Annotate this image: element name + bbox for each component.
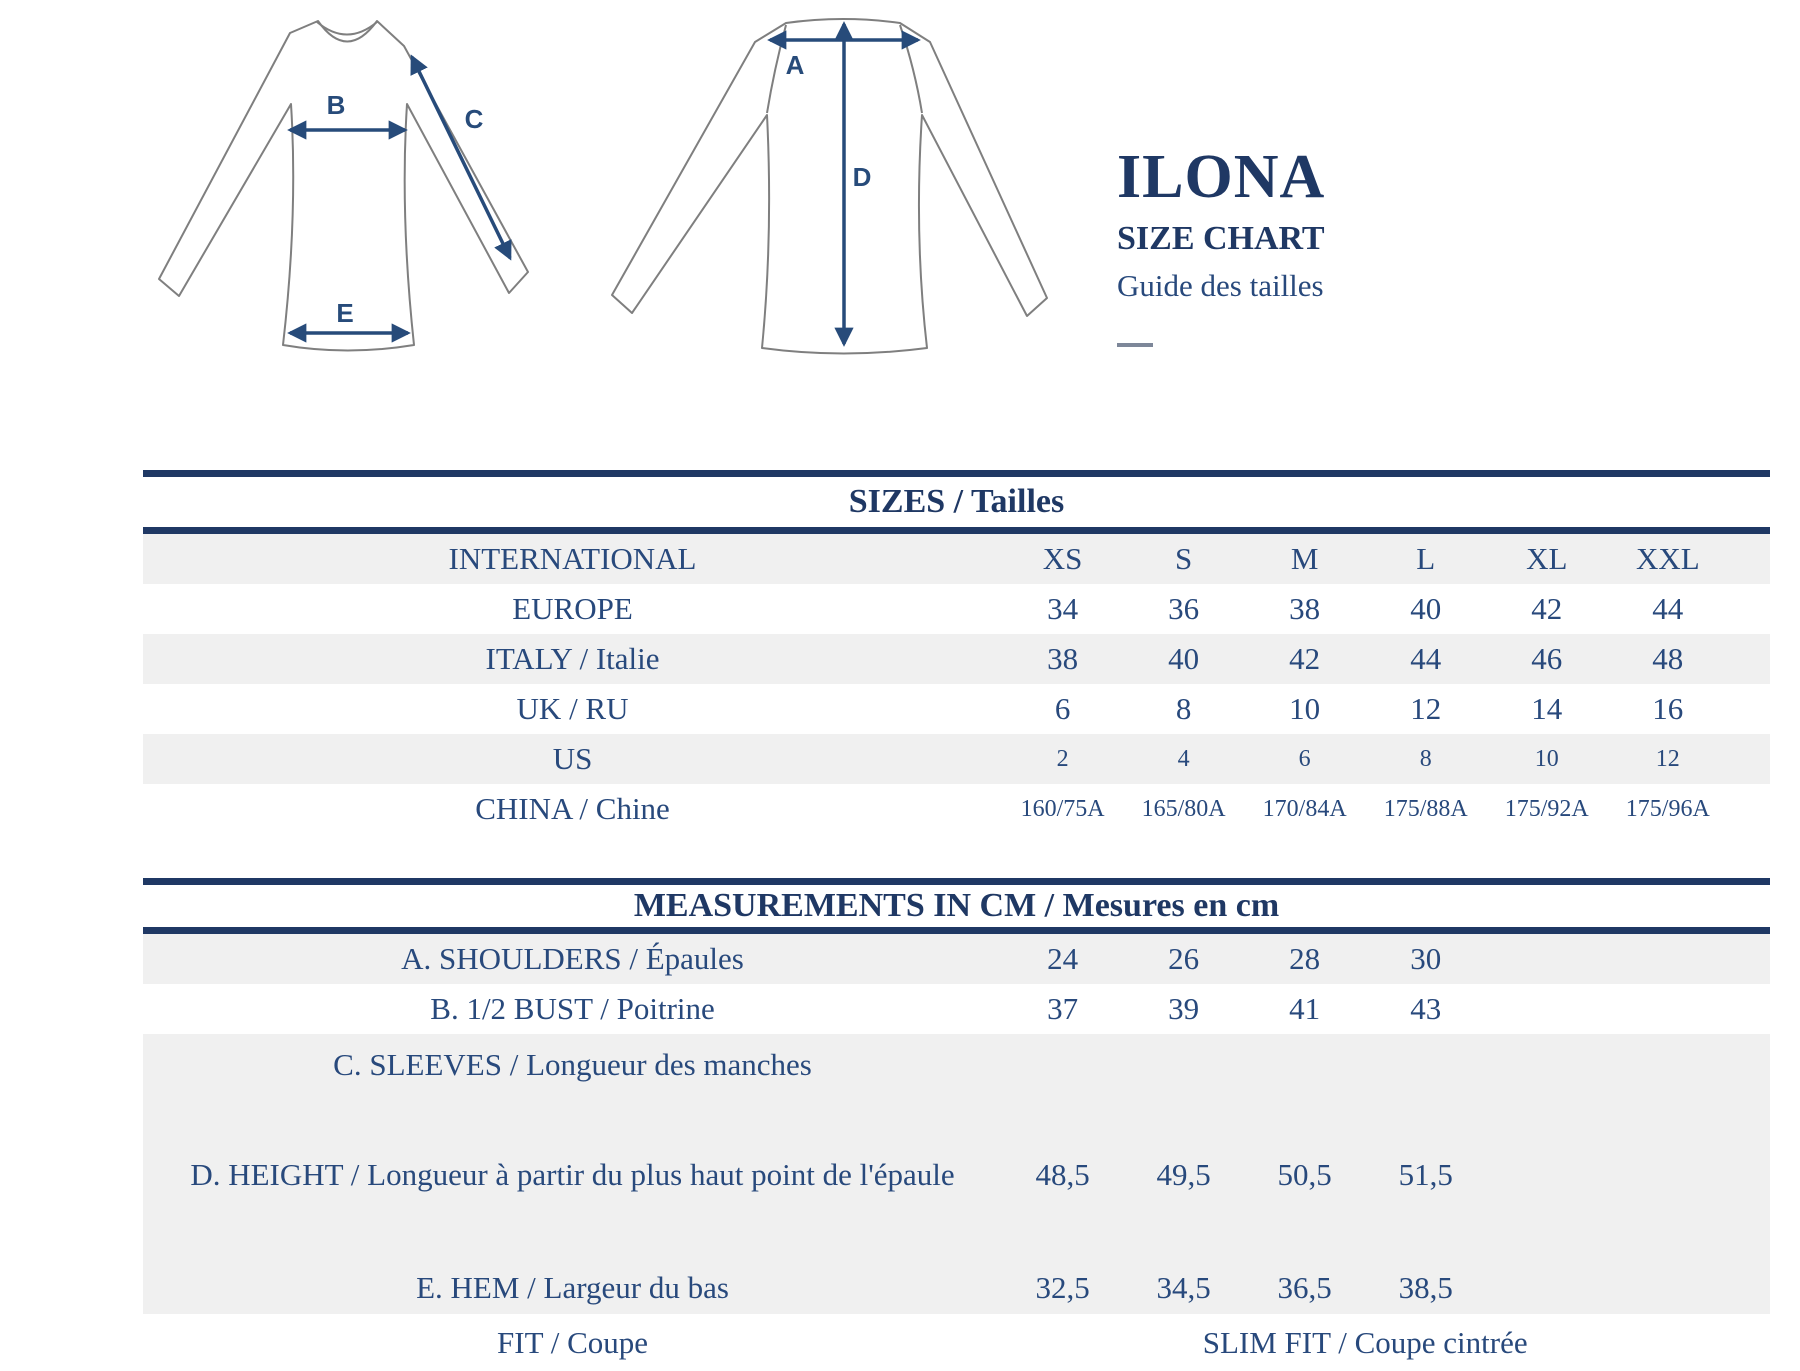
measure-group-sleeves-height-hem <box>143 1034 1770 1314</box>
measure-row-bust <box>143 984 1770 1034</box>
measure-cell: 39 <box>1168 991 1200 1026</box>
measure-row-height <box>143 1120 1770 1230</box>
sizes-row-italy <box>143 634 1770 684</box>
sizes-table-header: SIZES / Tailles <box>848 483 1065 520</box>
row-label: EUROPE <box>512 591 633 626</box>
size-cell: 34 <box>1047 591 1079 626</box>
size-cell: XL <box>1526 541 1568 576</box>
size-cell: 6 <box>1054 691 1071 726</box>
size-cell: 40 <box>1168 641 1200 676</box>
measure-cell: 36,5 <box>1277 1270 1332 1305</box>
title-block <box>1117 143 1326 347</box>
divider-rule <box>143 470 1770 477</box>
measure-arrow-c <box>412 57 510 258</box>
size-cell: M <box>1290 541 1319 576</box>
size-cell: 38 <box>1289 591 1321 626</box>
size-cell: 48 <box>1652 641 1684 676</box>
size-cell: 10 <box>1289 691 1321 726</box>
row-label: UK / RU <box>516 691 629 726</box>
measurements-table-header: MEASUREMENTS IN CM / Mesures en cm <box>633 887 1280 924</box>
measure-cell: 37 <box>1047 991 1079 1026</box>
row-label: ITALY / Italie <box>485 641 660 676</box>
size-cell: 14 <box>1531 691 1563 726</box>
divider-rule <box>143 927 1770 934</box>
row-label: B. 1/2 BUST / Poitrine <box>430 991 715 1026</box>
product-name: ILONA <box>1117 143 1326 211</box>
row-label: FIT / Coupe <box>497 1324 649 1360</box>
size-cell: 6 <box>1298 745 1311 772</box>
size-cell: 42 <box>1289 641 1321 676</box>
measure-cell: 30 <box>1410 941 1442 976</box>
row-label: C. SLEEVES / Longueur des manches <box>333 1047 812 1082</box>
size-cell: 175/92A <box>1504 795 1589 822</box>
measure-label-b: B <box>326 90 346 120</box>
row-label: E. HEM / Largeur du bas <box>416 1270 729 1305</box>
garment-back-outline <box>612 19 1047 354</box>
measure-cell: 41 <box>1289 991 1321 1026</box>
sizes-row-international <box>143 534 1770 584</box>
divider-rule <box>143 527 1770 534</box>
measure-cell: 34,5 <box>1156 1270 1211 1305</box>
size-cell: 44 <box>1652 591 1684 626</box>
measure-cell: 32,5 <box>1035 1270 1090 1305</box>
row-label: A. SHOULDERS / Épaules <box>401 941 744 976</box>
row-label: D. HEIGHT / Longueur à partir du plus haut point de l'épaule <box>190 1157 955 1193</box>
measure-cell: 26 <box>1168 941 1200 976</box>
fit-value: SLIM FIT / Coupe cintrée <box>1202 1324 1528 1360</box>
sizes-row-uk <box>143 684 1770 734</box>
measure-label-e: E <box>336 298 354 328</box>
measure-cell: 43 <box>1410 991 1442 1026</box>
row-label: INTERNATIONAL <box>448 541 697 576</box>
size-cell: S <box>1174 541 1193 576</box>
measure-cell: 48,5 <box>1035 1157 1090 1192</box>
measure-cell: 38,5 <box>1398 1270 1453 1305</box>
decorative-dash <box>1117 343 1153 347</box>
measure-label-a: A <box>785 50 805 80</box>
measure-row-sleeves <box>143 1034 1770 1090</box>
measure-cell: 50,5 <box>1277 1157 1332 1192</box>
measure-label-c: C <box>464 104 484 134</box>
sizes-table <box>143 470 1770 834</box>
size-cell: 42 <box>1531 591 1563 626</box>
size-cell: 2 <box>1056 745 1069 772</box>
row-label: US <box>552 741 593 776</box>
measure-cell: 28 <box>1289 941 1321 976</box>
size-chart-title: SIZE CHART <box>1117 220 1325 257</box>
row-label: CHINA / Chine <box>475 791 670 826</box>
measurements-table <box>143 878 1770 1371</box>
measure-row-hem <box>143 1262 1770 1314</box>
size-cell: 170/84A <box>1262 795 1347 822</box>
measure-row-fit <box>143 1314 1770 1371</box>
measure-cell: 24 <box>1047 941 1079 976</box>
size-cell: 8 <box>1175 691 1192 726</box>
measure-row-shoulders <box>143 934 1770 984</box>
sizes-row-europe <box>143 584 1770 634</box>
sizes-row-us <box>143 734 1770 784</box>
size-cell: 4 <box>1177 745 1190 772</box>
size-cell: 175/96A <box>1625 795 1710 822</box>
size-cell: XS <box>1042 541 1083 576</box>
size-cell: 36 <box>1168 591 1200 626</box>
size-cell: 175/88A <box>1383 795 1468 822</box>
divider-rule <box>143 878 1770 885</box>
size-cell: L <box>1416 541 1436 576</box>
size-cell: 10 <box>1534 745 1559 772</box>
size-cell: 8 <box>1419 745 1432 772</box>
size-cell: 38 <box>1047 641 1079 676</box>
size-cell: 16 <box>1652 691 1684 726</box>
garment-measure-diagram <box>140 0 1070 375</box>
measure-cell: 49,5 <box>1156 1157 1211 1192</box>
size-chart-subtitle-fr: Guide des tailles <box>1117 268 1324 303</box>
measure-label-d: D <box>852 162 872 192</box>
size-cell: 165/80A <box>1141 795 1226 822</box>
size-cell: XXL <box>1635 541 1700 576</box>
size-cell: 12 <box>1655 745 1680 772</box>
size-cell: 44 <box>1410 641 1442 676</box>
measure-cell: 51,5 <box>1398 1157 1453 1192</box>
size-cell: 12 <box>1410 691 1442 726</box>
sizes-row-china <box>143 784 1770 834</box>
size-cell: 46 <box>1531 641 1563 676</box>
size-cell: 40 <box>1410 591 1442 626</box>
size-cell: 160/75A <box>1020 795 1105 822</box>
